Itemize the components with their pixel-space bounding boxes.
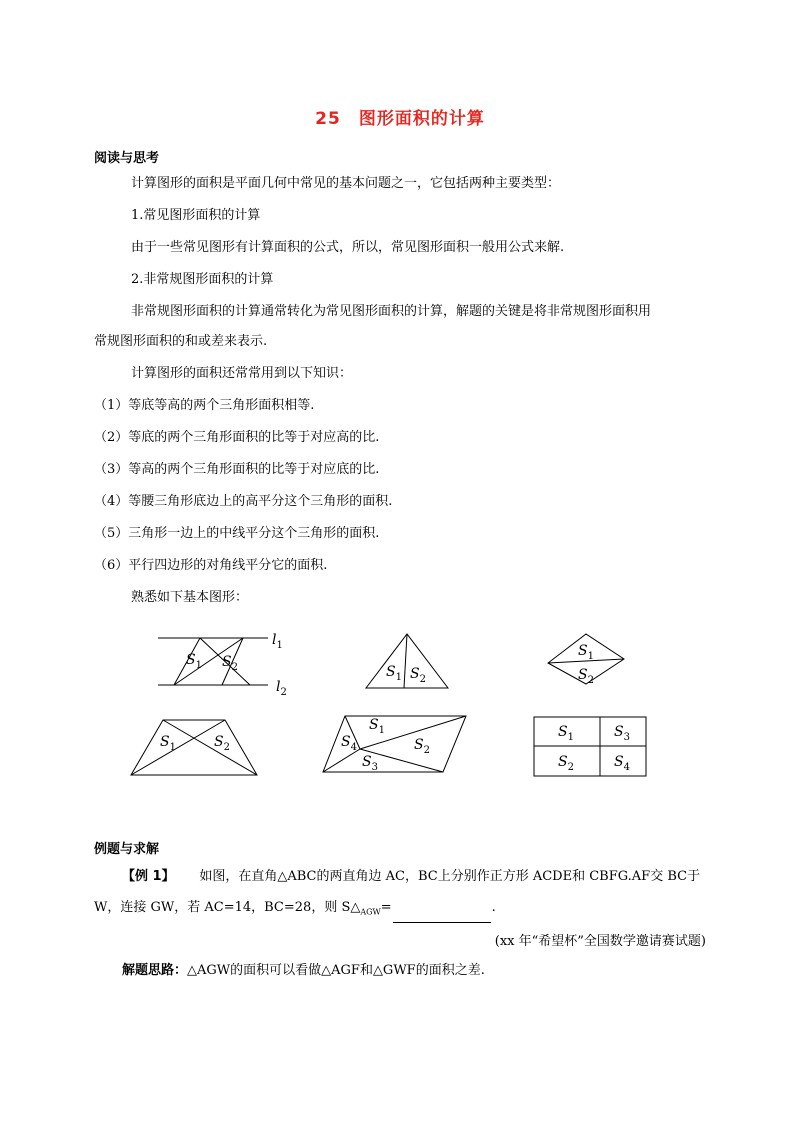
paragraph-type2: 2.非常规图形面积的计算 <box>131 272 274 287</box>
paragraph-type2-desc-2: 常规图形面积的和或差来表示. <box>94 334 268 349</box>
figure-parallel-lines <box>158 638 268 685</box>
list-item: （3）等高的两个三角形面积的比等于对应底的比. <box>94 462 380 477</box>
section-heading-reading: 阅读与思考 <box>94 151 160 166</box>
paragraph-type1-desc: 由于一些常见图形有计算面积的公式，所以，常见图形面积一般用公式来解. <box>131 240 565 255</box>
example-equals: = <box>380 900 392 915</box>
title-number: 25 <box>315 109 341 129</box>
paragraph-figures-intro: 熟悉如下基本图形： <box>131 590 249 605</box>
label-s1: $S_1$ <box>386 664 402 683</box>
example-subscript: AGW <box>360 907 381 917</box>
label-s2: $S_2$ <box>414 737 430 756</box>
label-s2: $S_2$ <box>410 666 426 685</box>
label-l2: $l_2$ <box>276 679 287 698</box>
label-s2: $S_2$ <box>214 734 230 753</box>
solution-hint <box>122 961 485 981</box>
label-s4: $S_4$ <box>341 734 357 753</box>
title-text: 图形面积的计算 <box>358 109 485 129</box>
figure-trapezoid <box>131 720 257 775</box>
label-l1: $l_1$ <box>272 632 283 651</box>
list-item: （2）等底的两个三角形面积的比等于对应高的比. <box>94 430 380 445</box>
list-item: （4）等腰三角形底边上的高平分这个三角形的面积. <box>94 494 393 509</box>
label-s1: $S_1$ <box>160 734 176 753</box>
label-s3: $S_3$ <box>614 724 630 743</box>
paragraph-knowledge: 计算图形的面积还常常用到以下知识： <box>131 366 353 381</box>
example-text: W，连接 GW，若 AC=14，BC=28，则 S△ <box>94 900 361 915</box>
label-s2: $S_2$ <box>222 654 238 673</box>
example-1-line-1 <box>122 867 700 887</box>
paragraph-type1: 1.常见图形面积的计算 <box>131 208 261 223</box>
label-s2: $S_2$ <box>558 754 574 773</box>
section-heading-examples: 例题与求解 <box>94 842 160 857</box>
hint-text: △AGW的面积可以看做△AGF和△GWF的面积之差. <box>187 963 485 978</box>
label-s3: $S_3$ <box>362 754 378 773</box>
label-s4: $S_4$ <box>614 754 630 773</box>
example-1-line-2 <box>94 898 496 923</box>
example-source: (xx 年“希望杯”全国数学邀请赛试题) <box>494 934 706 949</box>
answer-blank[interactable] <box>393 909 491 923</box>
paragraph-type2-desc-1: 非常规图形面积的计算通常转化为常见图形面积的计算，解题的关键是将非常规图形面积用 <box>131 304 652 319</box>
hint-label: 解题思路： <box>122 963 188 978</box>
paragraph-intro: 计算图形的面积是平面几何中常见的基本问题之一，它包括两种主要类型： <box>131 176 561 191</box>
list-item: （1）等底等高的两个三角形面积相等. <box>94 398 315 413</box>
example-text: 如图，在直角△ABC的两直角边 AC，BC上分别作正方形 ACDE和 CBFG.AF交 BC于 <box>199 869 701 884</box>
example-label: 【例 1】 <box>122 869 175 884</box>
list-item: （5）三角形一边上的中线平分这个三角形的面积. <box>94 526 380 541</box>
list-item: （6）平行四边形的对角线平分它的面积. <box>94 558 328 573</box>
label-s1: $S_1$ <box>558 724 574 743</box>
label-s2: $S_2$ <box>578 667 594 686</box>
example-period: . <box>491 900 496 915</box>
figure-triangle-median <box>366 634 448 688</box>
label-s1: $S_1$ <box>369 717 385 736</box>
label-s1: $S_1$ <box>578 643 594 662</box>
label-s1: $S_1$ <box>186 652 202 671</box>
